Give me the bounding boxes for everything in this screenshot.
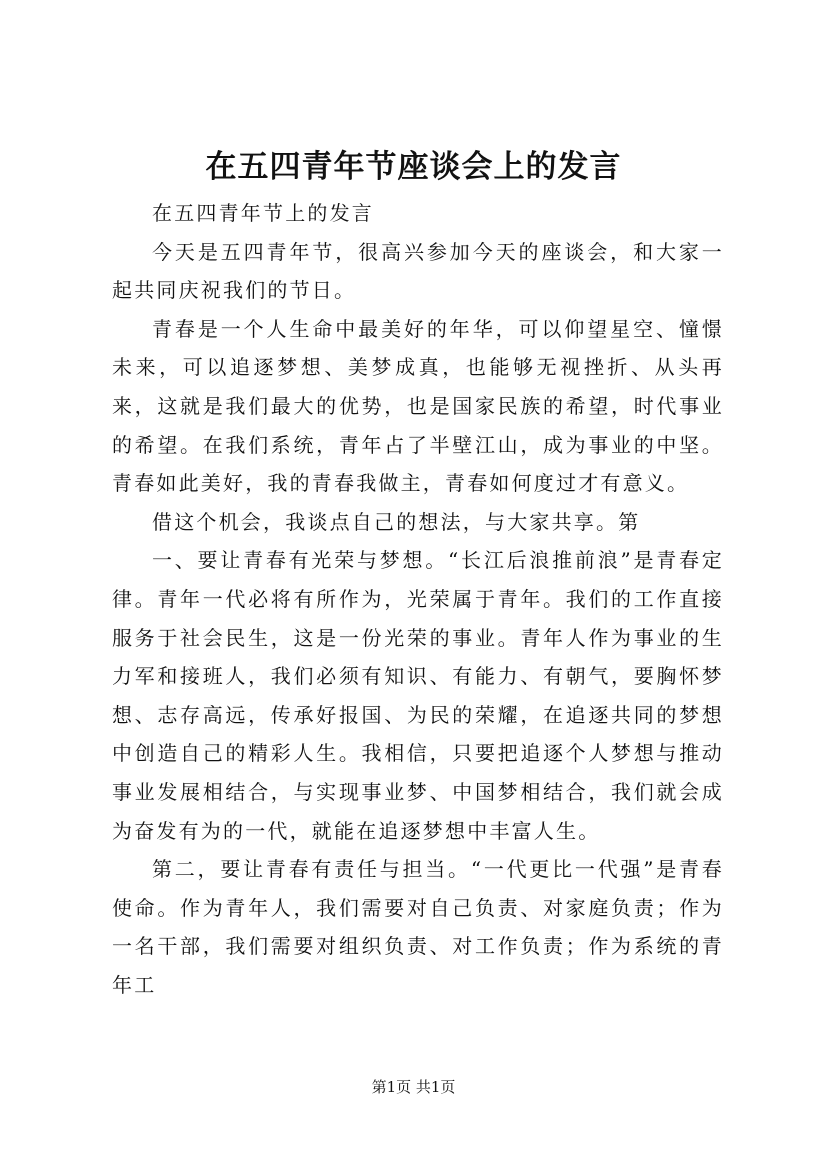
paragraph: 青春是一个人生命中最美好的年华，可以仰望星空、憧憬未来，可以追逐梦想、美梦成真，也能够无视挫折、从头再来，这就是我们最大的优势，也是国家民族的希望，时代事业的希望。在我们系统，青年占了半壁江山，成为事业的中坚。青春如此美好，我的青春我做主，青春如何度过才有意义。 [112, 316, 724, 496]
paragraph: 在五四青年节上的发言 [152, 201, 374, 225]
paragraph: 一、要让青春有光荣与梦想。“长江后浪推前浪”是青春定律。青年一代必将有所作为，光荣属于青年。我们的工作直接服务于社会民生，这是一份光荣的事业。青年人作为事业的生力军和接班人，我们必须有知识、有能力、有朝气，要胸怀梦想、志存高远，传承好报国、为民的荣耀，在追逐共同的梦想中创造自己的精彩人生。我相信，只要把追逐个人梦想与推动事业发展相结合，与实现事业梦、中国梦相结合，我们就会成为奋发有为的一代，就能在追逐梦想中丰富人生。 [112, 548, 724, 843]
paragraph: 今天是五四青年节，很高兴参加今天的座谈会，和大家一起共同庆祝我们的节日。 [112, 239, 724, 303]
document-body [112, 194, 724, 1004]
paragraph: 借这个机会，我谈点自己的想法，与大家共享。第 [152, 509, 641, 534]
paragraph: 第二，要让青春有责任与担当。“一代更比一代强”是青春使命。作为青年人，我们需要对自己负责、对家庭负责；作为一名干部，我们需要对组织负责、对工作负责；作为系统的青年工 [112, 857, 724, 997]
document-title: 在五四青年节座谈会上的发言 [205, 149, 622, 185]
page-footer: 第1页 共1页 [371, 1078, 456, 1096]
